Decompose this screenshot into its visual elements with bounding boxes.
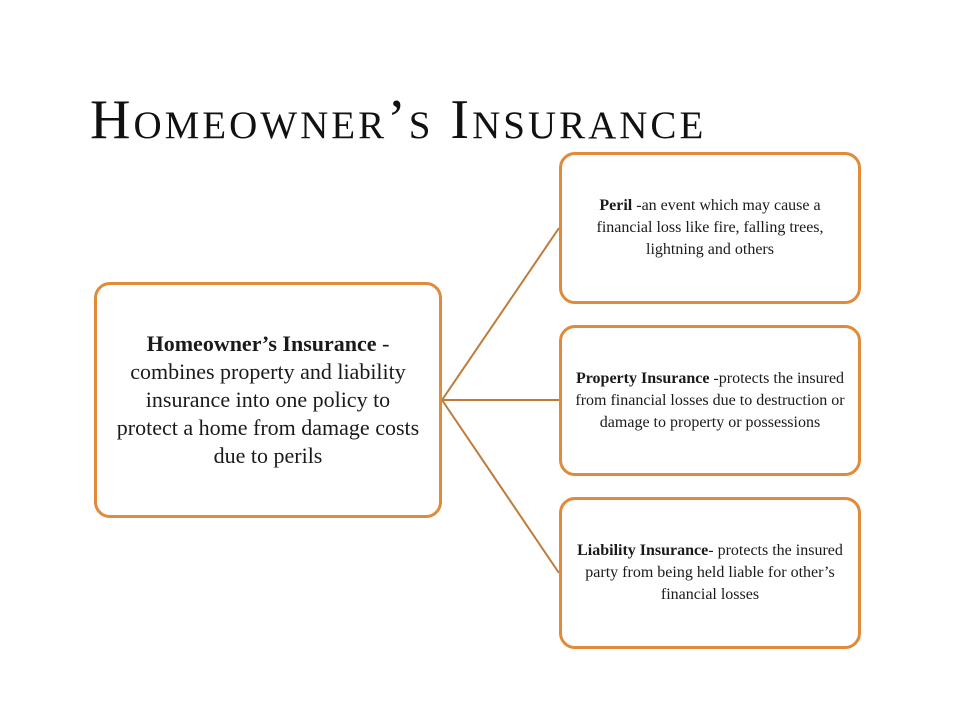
liability-insurance-definition: - protects the insured party from being held liable for other’s financial losses [585, 542, 843, 603]
slide-title: Homeowner’s Insurance [90, 89, 707, 151]
main-definition: - combines property and liability insurance into one policy to protect a home from damage costs due to perils [116, 331, 420, 468]
main-concept-box [94, 282, 442, 518]
main-term: Homeowner’s Insurance [146, 331, 377, 356]
property-insurance-definition: -protects the insured from financial losses due to destruction or damage to property or possessions [575, 369, 845, 431]
liability-insurance-term: Liability Insurance [577, 542, 709, 559]
peril-term: Peril [599, 197, 633, 214]
connector-liability [442, 400, 559, 573]
liability-insurance-text [574, 540, 846, 606]
liability-insurance-box [559, 497, 861, 649]
connector-peril-diagonal [442, 228, 559, 400]
main-concept-text [115, 330, 421, 470]
peril-definition: -an event which may cause a financial loss like fire, falling trees, lightning and others [596, 197, 824, 258]
peril-text [574, 195, 846, 261]
property-insurance-box [559, 325, 861, 476]
property-insurance-text [574, 368, 846, 434]
peril-box [559, 152, 861, 304]
property-insurance-term: Property Insurance [575, 369, 710, 387]
